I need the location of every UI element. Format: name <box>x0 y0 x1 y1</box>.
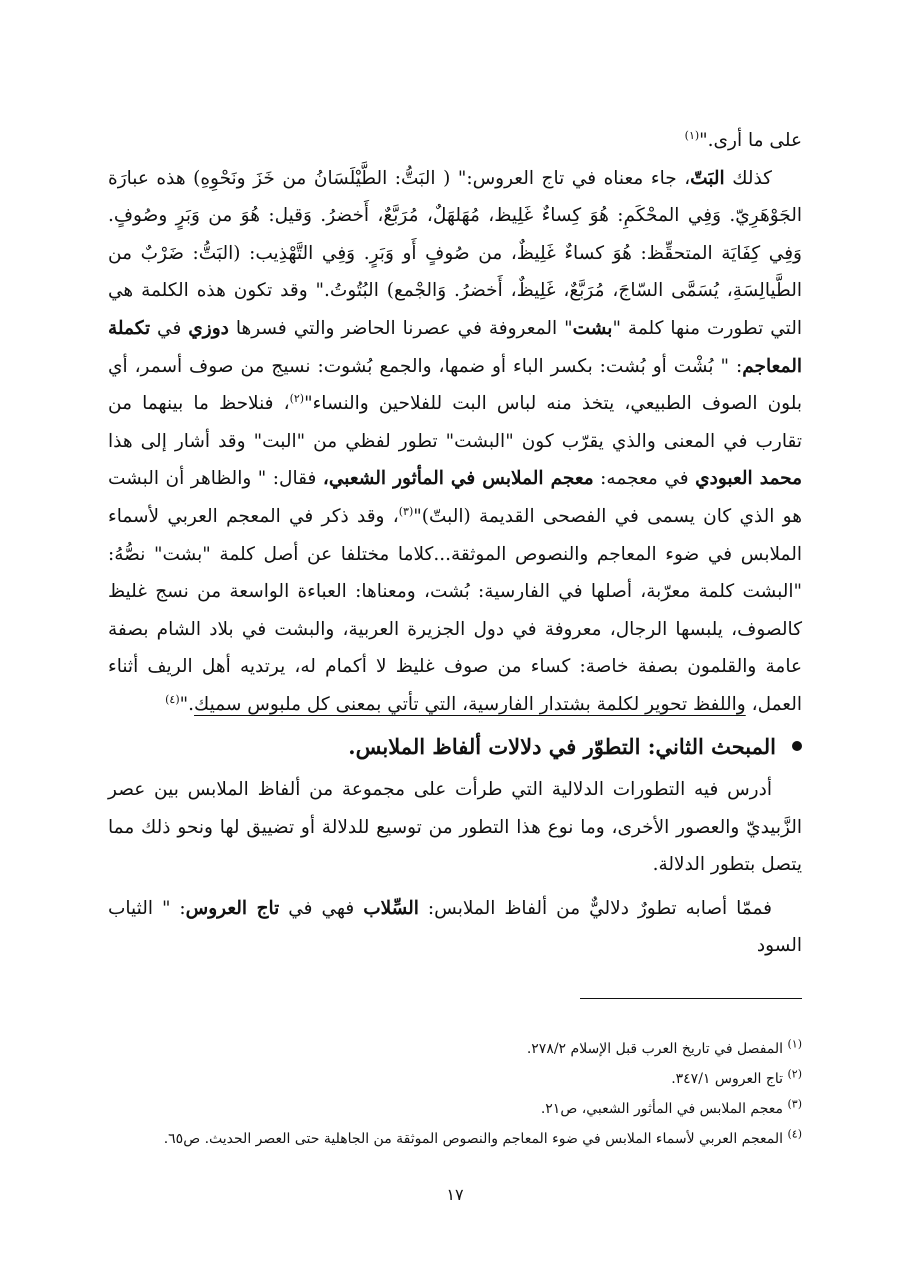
bold-term-silab: السِّلاب <box>363 897 419 919</box>
text-run: : " بُشْت أو بُشت: بكسر الباء أو ضمها، والجمع بُشوت: نسيج من صوف أسمر، أي بلون الصوف الطبيعي، يتخذ منه لباس البت للفلاحين والنساء" <box>108 355 803 415</box>
footnotes <box>150 1034 802 1154</box>
text-run: في <box>150 317 189 339</box>
footnote-text: معجم الملابس في المأثور الشعبي، ص٢١. <box>540 1101 784 1117</box>
text-run: " المعروفة في عصرنا الحاضر والتي فسرها <box>228 317 573 339</box>
footnote-4 <box>150 1124 802 1154</box>
bold-term-albatt: البَتّ <box>690 167 725 189</box>
paragraph-2 <box>108 160 802 724</box>
text-run: كذلك <box>724 167 772 189</box>
text-run: فهي في <box>279 897 364 919</box>
footnote-number: (٤) <box>787 1127 802 1141</box>
footnote-ref-4: (٤) <box>165 692 180 706</box>
text-run: فممّا أصابه تطورٌ دلاليٌّ من ألفاظ الملابس: <box>418 897 772 919</box>
text-run: ، وقد ذكر في المعجم العربي لأسماء الملابس في ضوء المعاجم والنصوص الموثقة...كلاما مختلفا عن أصل كلمة "بشت" نصُّهُ: "البشت كلمة معرّبة، أصلها في الفارسية: بُشت، ومعناها: العباءة الواسعة من نسج غليظ كالصوف، يلبسها الرجال، معروفة في دول الجزيرة العربية، والبشت في بلاد الشام بصفة عامة والقلمون بصفة خاصة: كساء من صوف غليظ لا أكمام له، يرتديه أهل الريف أثناء العمل، <box>108 505 802 715</box>
footnote-ref-3: (٣) <box>398 504 414 518</box>
footnote-text: المفصل في تاريخ العرب قبل الإسلام ٢٧٨/٢. <box>526 1041 784 1057</box>
bold-author-dozy: دوزي <box>188 317 229 339</box>
bold-book-mujam: معجم الملابس في المأثور الشعبي، <box>322 468 594 490</box>
bold-book-taj: تاج العروس <box>185 897 280 919</box>
paragraph-3: أدرس فيه التطورات الدلالية التي طرأت على مجموعة من ألفاظ الملابس بين عصر الزَّبيديّ والعصور الأخرى، وما نوع هذا التطور من توسيع للدلالة أو تضييق لها ونحو ذلك مما يتصل بتطور الدلالة. <box>108 779 802 876</box>
footnote-ref-1: (١) <box>684 128 700 142</box>
bullet-icon <box>792 741 802 751</box>
text-run: ." <box>179 693 195 715</box>
underlined-text: واللفظ تحوير لكلمة بشتدار الفارسية، التي تأتي بمعنى كل ملبوس سميك <box>194 693 746 715</box>
text-run: في معجمه: <box>593 468 696 490</box>
page-number: ١٧ <box>446 1185 464 1204</box>
footnote-number: (٣) <box>787 1097 802 1111</box>
body-text <box>108 122 802 965</box>
bold-author-abboudi: محمد العبودي <box>695 468 803 490</box>
footnote-separator <box>580 998 802 999</box>
text-run: فقال: " والظاهر أن البشت هو الذي كان يسمى في الفصحى القديمة (البتّ)" <box>108 468 802 527</box>
footnote-number: (١) <box>787 1037 802 1051</box>
text-run: ، جاء معناه في تاج العروس:" ( البَتُّ: الطَّيْلَسَانُ من خَزَ ونَحْوِهِ) هذه عبارَة الجَوْهَرِيّ. وَفِي المحْكَمِ: هُوَ كِساءٌ غَلِيظ، مُهَلهَلٌ، مُرَبَّعٌ، أَخضرُ. وَقيل: هُوَ من وَبَرٍ وصُوفٍ. وَفِي كِفَايَة المتحقِّظ: هُوَ كساءٌ غَلِيظٌ، من صُوفٍ أَو وَبَرٍ. وَفِي التَّهْذِيب: (البَتُّ: ضَرْبٌ من الطَّيالِسَةِ، يُسَمَّى السّاجَ، مُرَبَّعٌ، غَلِيظٌ، أَخضرُ. وَالجْمع) البُتُوتُ." وقد تكون هذه الكلمة هي التي تطورت منها كلمة " <box>108 167 802 339</box>
section-heading <box>108 728 802 766</box>
paragraph-4 <box>108 890 802 965</box>
footnote-number: (٢) <box>787 1067 802 1081</box>
footnote-text: تاج العروس ٣٤٧/١. <box>671 1071 784 1087</box>
paragraph-1-text: على ما أرى." <box>699 130 802 151</box>
bold-book-takmila: تكملة المعاجم <box>108 317 802 377</box>
footnote-3 <box>150 1094 802 1124</box>
section-heading-text: المبحث الثاني: التطوّر في دلالات ألفاظ الملابس. <box>348 733 776 759</box>
footnote-2 <box>150 1064 802 1094</box>
paragraph-1 <box>108 122 802 160</box>
footnote-ref-2: (٢) <box>289 392 305 405</box>
bold-term-bisht: بشت <box>572 317 613 339</box>
footnote-text: المعجم العربي لأسماء الملابس في ضوء المعاجم والنصوص الموثقة من الجاهلية حتى العصر الحديث. ص٦٥. <box>163 1131 784 1147</box>
footnote-1 <box>150 1034 802 1064</box>
text-run: : " الثياب السود <box>108 897 802 957</box>
text-run: ، فنلاحظ ما بينهما من تقارب في المعنى والذي يقرّب كون "البشت" تطور لفظي من "البت" وقد أشار إلى هذا <box>108 393 802 452</box>
